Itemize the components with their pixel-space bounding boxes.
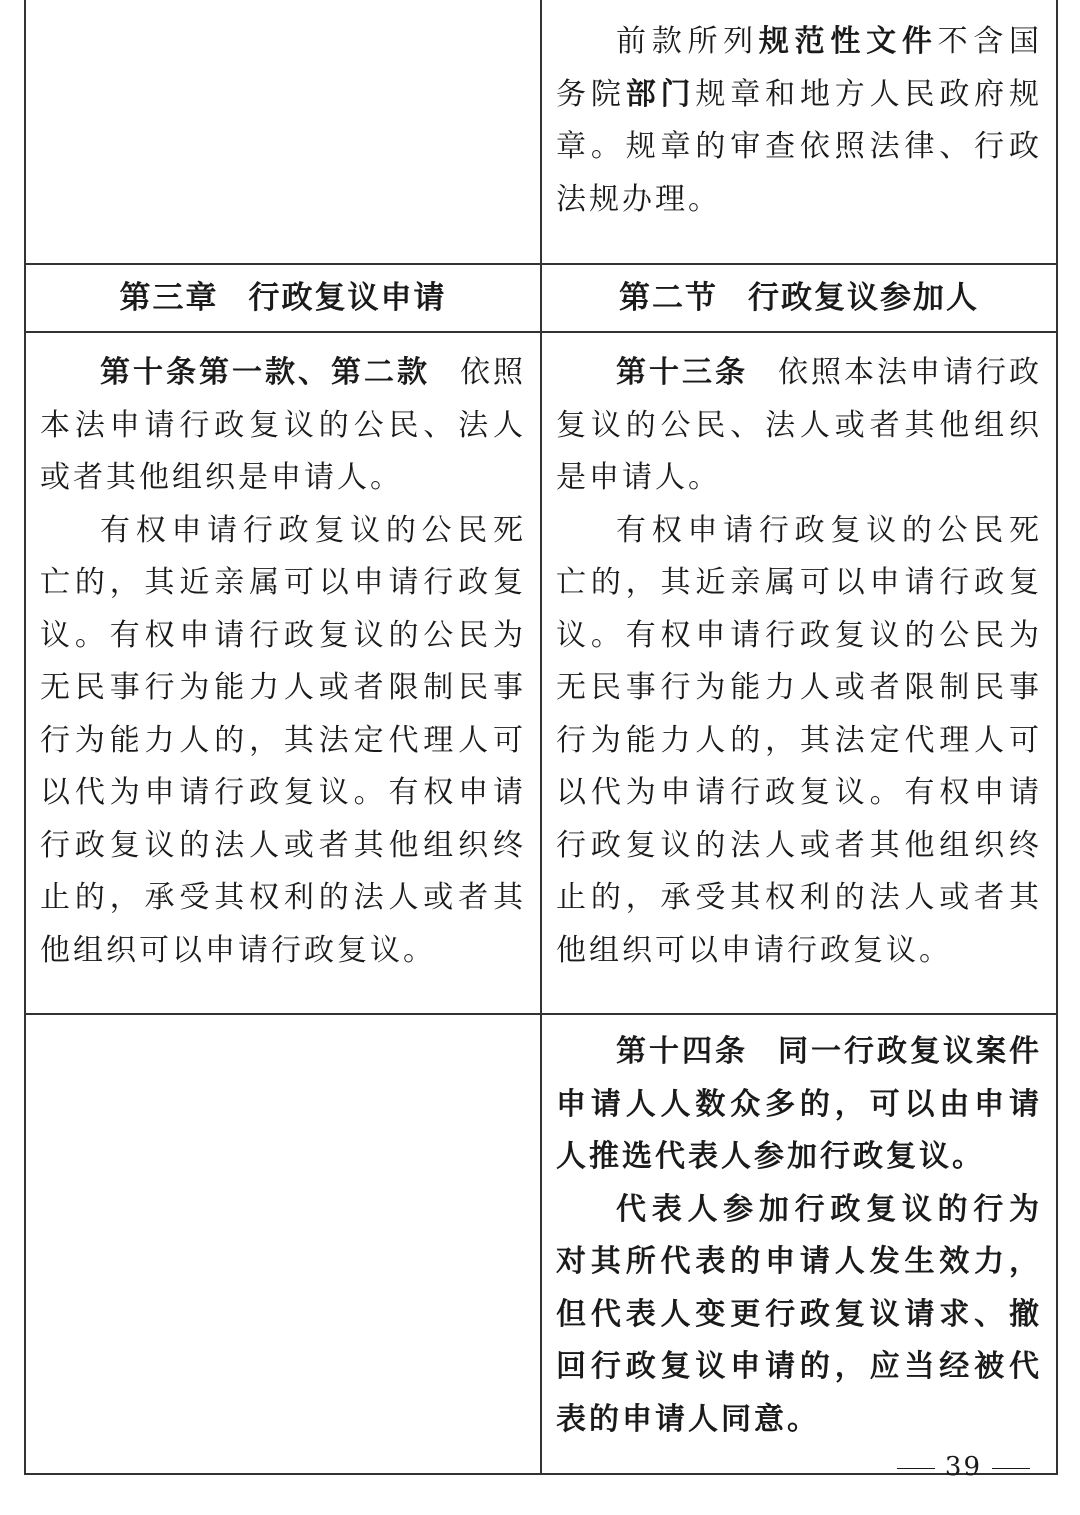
- new-law-cell: [541, 332, 1057, 1014]
- article-number: 第十三条: [616, 355, 748, 390]
- table-row: [25, 264, 1057, 332]
- article-number: 第十条第一款、第二款: [100, 355, 430, 390]
- table-row: [25, 0, 1057, 264]
- page-number-value: 39: [944, 1452, 982, 1482]
- old-law-cell: [25, 332, 541, 1014]
- page-number: [887, 1452, 1040, 1482]
- paragraph: 前款所列规范性文件不含国务院部门规章和地方人民政府规章。规章的审查依照法律、行政法规办理。: [556, 24, 1043, 217]
- page-number-dash: [897, 1468, 935, 1469]
- emphasis-text: 部门: [625, 76, 696, 112]
- paragraph: 代表人参加行政复议的行为对其所代表的申请人发生效力，但代表人变更行政复议请求、撤回行政复议申请的，应当经被代表的申请人同意。: [556, 1191, 1042, 1437]
- table-row: [25, 332, 1057, 1014]
- new-law-cell: [541, 1014, 1057, 1474]
- old-law-cell: [25, 0, 541, 264]
- new-law-cell: [541, 0, 1057, 264]
- article-number: 第十四条: [616, 1034, 748, 1069]
- comparison-table: [24, 0, 1058, 1475]
- comparison-sheet: [24, 0, 1056, 1437]
- chapter-heading: 第三章 行政复议申请: [25, 264, 541, 332]
- old-law-cell: [25, 1014, 541, 1474]
- paragraph: 有权申请行政复议的公民死亡的，其近亲属可以申请行政复议。有权申请行政复议的公民为无民事行为能力人或者限制民事行为能力人的，其法定代理人可以代为申请行政复议。有权申请行政复议的法人或者其他组织终止的，承受其权利的法人或者其他组织可以申请行政复议。: [556, 512, 1042, 968]
- article-paragraph: 第十三条 依照本法申请行政复议的公民、法人或者其他组织是申请人。: [556, 355, 1042, 495]
- table-row: [25, 1014, 1057, 1474]
- paragraph: 有权申请行政复议的公民死亡的，其近亲属可以申请行政复议。有权申请行政复议的公民为无民事行为能力人或者限制民事行为能力人的，其法定代理人可以代为申请行政复议。有权申请行政复议的法人或者其他组织终止的，承受其权利的法人或者其他组织可以申请行政复议。: [40, 512, 526, 968]
- section-heading: 第二节 行政复议参加人: [541, 264, 1057, 332]
- page-number-dash: [992, 1468, 1030, 1469]
- article-paragraph: 第十条第一款、第二款 依照本法申请行政复议的公民、法人或者其他组织是申请人。: [40, 355, 526, 495]
- article-paragraph: 第十四条 同一行政复议案件申请人人数众多的，可以由申请人推选代表人参加行政复议。: [556, 1034, 1042, 1174]
- emphasis-text: 规范性文件: [758, 24, 938, 59]
